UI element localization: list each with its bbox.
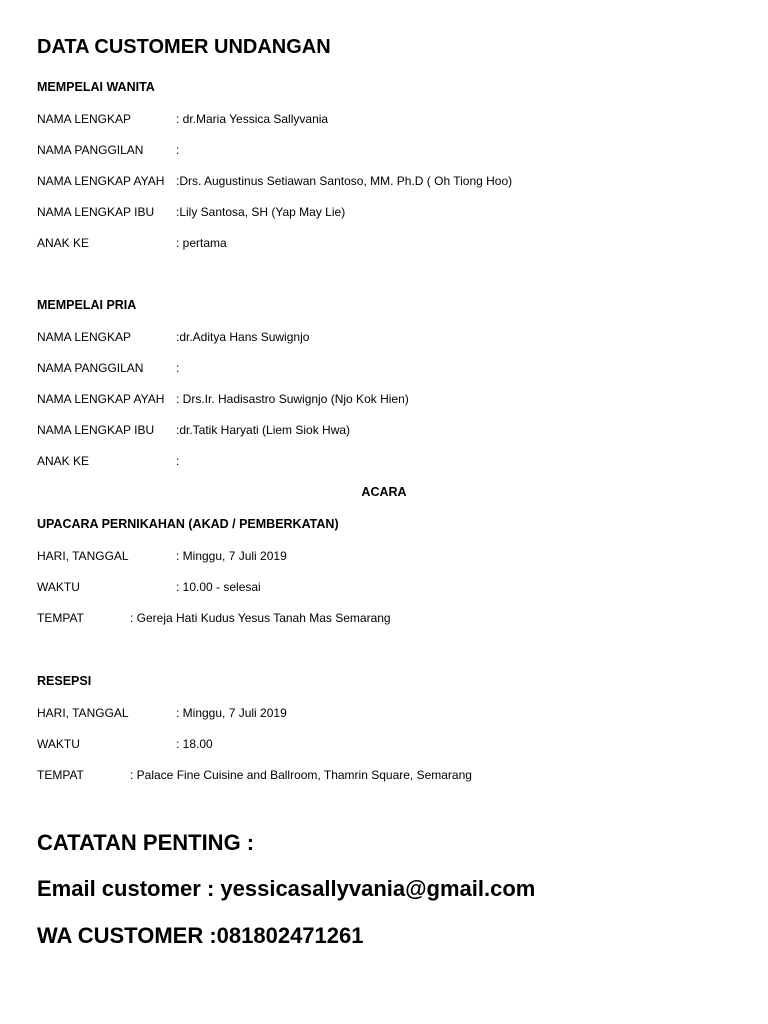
notes-heading: CATATAN PENTING :: [37, 830, 255, 855]
bride-nickname-value: :: [176, 143, 180, 157]
bride-mother-value: :Lily Santosa, SH (Yap May Lie): [176, 205, 346, 219]
groom-nickname-value: :: [176, 361, 180, 375]
groom-nickname-label: NAMA PANGGILAN: [37, 361, 144, 375]
bride-full-name-label: NAMA LENGKAP: [37, 112, 132, 126]
ceremony-place-label: TEMPAT: [37, 611, 84, 625]
page-title: DATA CUSTOMER UNDANGAN: [37, 36, 331, 58]
acara-heading: ACARA: [361, 485, 407, 499]
ceremony-date-label: HARI, TANGGAL: [37, 549, 129, 563]
reception-time-label: WAKTU: [37, 737, 80, 751]
groom-child-order-label: ANAK KE: [37, 454, 90, 468]
ceremony-time-value: : 10.00 - selesai: [176, 580, 261, 594]
reception-date-value: : Minggu, 7 Juli 2019: [176, 706, 287, 720]
ceremony-place-value: : Gereja Hati Kudus Yesus Tanah Mas Semarang: [130, 611, 391, 625]
customer-email: Email customer : yessicasallyvania@gmail.com: [37, 876, 536, 901]
groom-father-value: : Drs.Ir. Hadisastro Suwignjo (Njo Kok Hien): [176, 392, 409, 406]
customer-whatsapp: WA CUSTOMER :081802471261: [37, 923, 364, 948]
bride-full-name-value: : dr.Maria Yessica Sallyvania: [176, 112, 329, 126]
ceremony-date-value: : Minggu, 7 Juli 2019: [176, 549, 287, 563]
groom-father-label: NAMA LENGKAP AYAH: [37, 392, 165, 406]
reception-date-label: HARI, TANGGAL: [37, 706, 129, 720]
bride-nickname-label: NAMA PANGGILAN: [37, 143, 144, 157]
bride-child-order-value: : pertama: [176, 236, 227, 250]
groom-full-name-value: :dr.Aditya Hans Suwignjo: [176, 330, 310, 344]
reception-time-value: : 18.00: [176, 737, 213, 751]
reception-place-value: : Palace Fine Cuisine and Ballroom, Thamrin Square, Semarang: [130, 768, 472, 782]
bride-father-value: :Drs. Augustinus Setiawan Santoso, MM. Ph.D ( Oh Tiong Hoo): [176, 174, 513, 188]
groom-heading: MEMPELAI PRIA: [37, 298, 137, 312]
ceremony-time-label: WAKTU: [37, 580, 80, 594]
bride-heading: MEMPELAI WANITA: [37, 80, 155, 94]
groom-child-order-value: :: [176, 454, 180, 468]
ceremony-heading: UPACARA PERNIKAHAN (AKAD / PEMBERKATAN): [37, 517, 339, 531]
bride-father-label: NAMA LENGKAP AYAH: [37, 174, 165, 188]
groom-mother-value: :dr.Tatik Haryati (Liem Siok Hwa): [176, 423, 351, 437]
groom-mother-label: NAMA LENGKAP IBU: [37, 423, 155, 437]
reception-place-label: TEMPAT: [37, 768, 84, 782]
bride-child-order-label: ANAK KE: [37, 236, 90, 250]
bride-mother-label: NAMA LENGKAP IBU: [37, 205, 155, 219]
reception-heading: RESEPSI: [37, 674, 92, 688]
groom-full-name-label: NAMA LENGKAP: [37, 330, 132, 344]
